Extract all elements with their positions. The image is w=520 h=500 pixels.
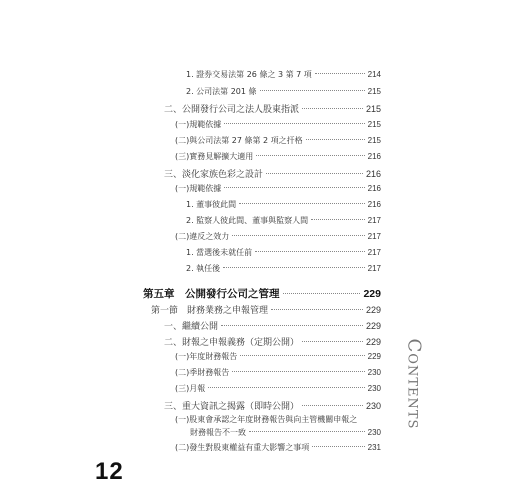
toc-entry-label: 財務報告不一致 — [190, 428, 246, 437]
dot-leader — [224, 187, 364, 188]
dot-leader — [302, 405, 363, 406]
toc-entry-label: 三、淡化家族色彩之設計 — [164, 170, 264, 180]
toc-entry-page: 216 — [367, 152, 381, 161]
toc-entry-page: 215 — [365, 104, 381, 114]
toc-entry-label: (二)違反之效力 — [175, 232, 230, 241]
toc-entry — [186, 69, 381, 80]
toc-entry-page: 229 — [367, 352, 381, 361]
toc-entry-label: 三、重大資訊之揭露（即時公開） — [164, 402, 300, 412]
toc-entry — [164, 102, 381, 115]
page-number: 12 — [95, 458, 124, 485]
toc-entry-continued — [190, 427, 381, 438]
toc-entry-label: 1. 證券交易法第 26 條之 3 第 7 項 — [186, 70, 312, 79]
toc-section-page: 229 — [365, 305, 381, 315]
toc-entry-page: 215 — [367, 87, 381, 96]
dot-leader — [302, 108, 363, 109]
dot-leader — [311, 219, 364, 220]
toc-chapter-label: 第五章 公開發行公司之管理 — [143, 288, 280, 300]
toc-entry — [175, 119, 381, 130]
toc-chapter-page: 229 — [363, 288, 381, 300]
toc-entry-label: (二)發生對股東權益有重大影響之事項 — [175, 443, 310, 452]
toc-entry-label: 1. 董事彼此間 — [186, 200, 237, 209]
dot-leader — [239, 203, 364, 204]
toc-entry-page: 230 — [367, 384, 381, 393]
toc-entry-page: 217 — [367, 264, 381, 273]
toc-entry — [186, 263, 381, 274]
toc-entry-page: 216 — [367, 200, 381, 209]
toc-entry-label: (三)實務見解擴大適用 — [175, 152, 254, 161]
toc-entry-page: 231 — [367, 443, 381, 452]
toc-entry-label: 2. 公司法第 201 條 — [186, 87, 257, 96]
toc-entry-page: 214 — [367, 70, 381, 79]
toc-entry-label: (三)月報 — [175, 384, 206, 393]
toc-entry — [164, 319, 381, 332]
toc-entry-page: 216 — [367, 184, 381, 193]
dot-leader — [221, 325, 363, 326]
toc-entry — [175, 183, 381, 194]
dot-leader — [266, 173, 363, 174]
toc-entry-label: (二)季財務報告 — [175, 368, 230, 377]
dot-leader — [232, 235, 364, 236]
toc-entry-page: 229 — [365, 321, 381, 331]
dot-leader — [312, 446, 364, 447]
toc-entry-page: 230 — [365, 401, 381, 411]
toc-entry — [164, 335, 381, 348]
toc-entry-page: 230 — [367, 428, 381, 437]
toc-entry — [175, 231, 381, 242]
toc-entry-page: 216 — [365, 169, 381, 179]
toc-entry — [186, 215, 381, 226]
dot-leader — [249, 431, 365, 432]
dot-leader — [306, 139, 365, 140]
toc-entry — [186, 86, 381, 97]
dot-leader — [315, 73, 365, 74]
dot-leader — [256, 155, 364, 156]
dot-leader — [224, 123, 364, 124]
toc-entry — [175, 151, 381, 162]
toc-entry — [175, 135, 381, 146]
dot-leader — [283, 293, 361, 294]
toc-entry-label: 2. 監察人彼此間、董事與監察人間 — [186, 216, 309, 225]
toc-entry — [186, 247, 381, 258]
toc-entry — [175, 414, 381, 425]
toc-entry-page: 217 — [367, 216, 381, 225]
dot-leader — [208, 387, 364, 388]
toc-entry-label: (一)規範依據 — [175, 120, 222, 129]
toc-entry-page: 215 — [367, 136, 381, 145]
dot-leader — [271, 309, 363, 310]
toc-entry — [175, 351, 381, 362]
toc-chapter — [143, 286, 381, 301]
toc-entry-label: (二)與公司法第 27 條第 2 項之扞格 — [175, 136, 303, 145]
toc-entry-label: 二、公開發行公司之法人股東指派 — [164, 105, 300, 115]
dot-leader — [232, 371, 364, 372]
toc-section-label: 第一節 財務業務之申報管理 — [151, 306, 269, 316]
toc-entry-label: 二、財報之申報義務（定期公開） — [164, 338, 300, 348]
toc-entry-label: (一)規範依據 — [175, 184, 222, 193]
toc-entry-page: 230 — [367, 368, 381, 377]
dot-leader — [260, 90, 365, 91]
dot-leader — [255, 251, 364, 252]
toc-entry-page: 229 — [365, 337, 381, 347]
dot-leader — [302, 341, 363, 342]
toc-entry — [175, 367, 381, 378]
dot-leader — [223, 267, 364, 268]
dot-leader — [240, 355, 364, 356]
toc-entry-page: 217 — [367, 248, 381, 257]
toc-entry-page: 215 — [367, 120, 381, 129]
toc-entry — [175, 442, 381, 453]
toc-entry-label: 一、繼續公開 — [164, 322, 219, 332]
toc-entry-page: 217 — [367, 232, 381, 241]
contents-side-tab-label: Contents — [403, 338, 425, 430]
toc-entry — [175, 383, 381, 394]
toc-entry — [164, 399, 381, 412]
toc-entry-label: 2. 執任後 — [186, 264, 221, 273]
toc-entry-label: (一)年度財務報告 — [175, 352, 238, 361]
toc-entry — [164, 167, 381, 180]
toc-entry — [186, 199, 381, 210]
toc-entry-label: (一)股東會承認之年度財務報告與向主管機關申報之 — [175, 415, 358, 424]
toc-section — [151, 303, 381, 316]
toc-entry-label: 1. 當選後未就任前 — [186, 248, 253, 257]
